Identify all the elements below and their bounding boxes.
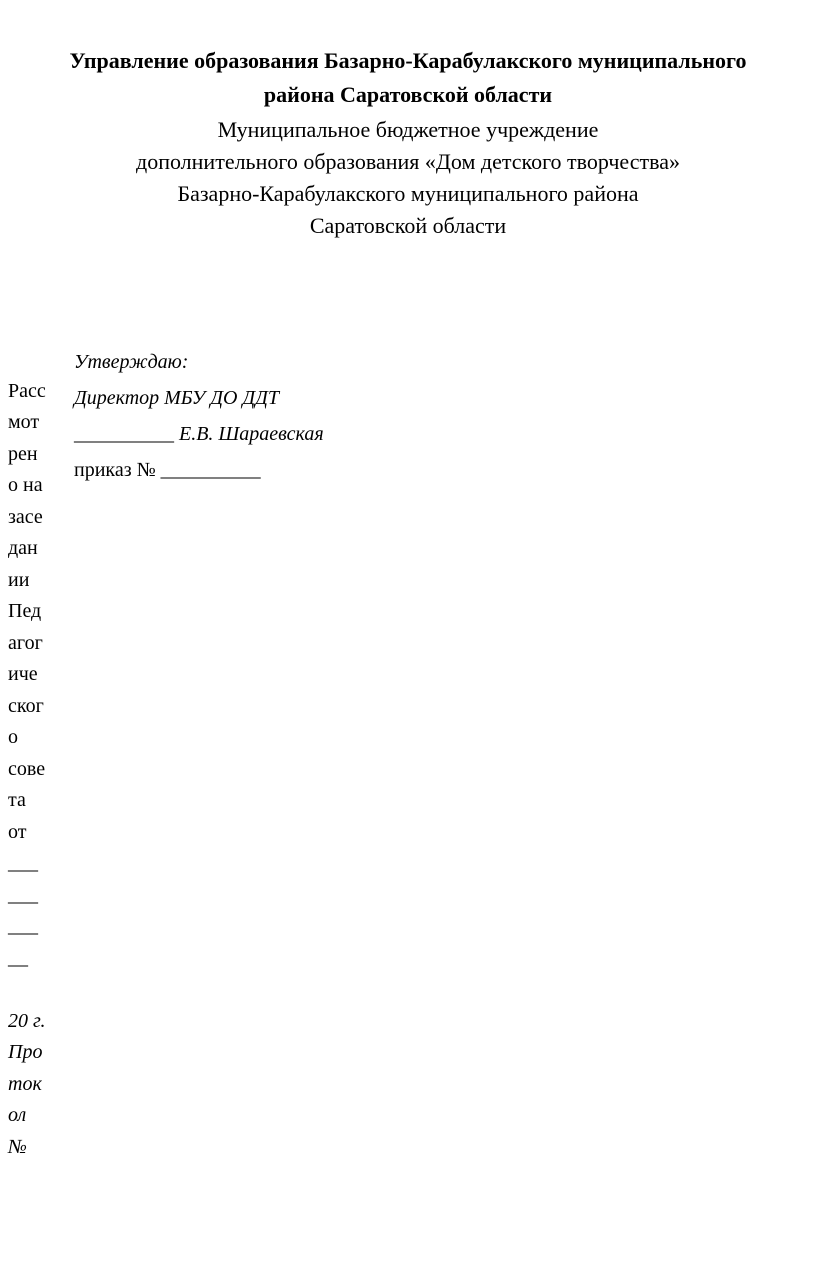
org-name-line-2: района Саратовской области: [263, 82, 553, 107]
considered-text: Расс мот рен о на засе дан ии Пед агог иче ског о сове та от ___ ___ ___ __: [8, 379, 46, 969]
institution-line-3: Базарно-Карабулакского муниципального района: [177, 181, 639, 206]
approval-signature-line: __________ Е.В. Шараевская: [74, 423, 324, 445]
approval-title: Утверждаю:: [74, 351, 189, 373]
approval-position: Директор МБУ ДО ДДТ: [74, 387, 279, 409]
institution-line-4: Саратовской области: [309, 213, 507, 238]
approval-order-line: приказ № __________: [74, 459, 261, 481]
approval-block: [74, 344, 574, 488]
considered-date-protocol: 20 г. Про ток ол №: [8, 1009, 46, 1158]
institution-line-1: Муниципальное бюджетное учреждение: [217, 117, 599, 142]
org-name-line-1: Управление образования Базарно-Карабулакского муниципального: [69, 48, 747, 73]
considered-block: [8, 344, 60, 1195]
institution-line-2: дополнительного образования «Дом детского творчества»: [136, 149, 680, 174]
document-header: [0, 44, 816, 242]
